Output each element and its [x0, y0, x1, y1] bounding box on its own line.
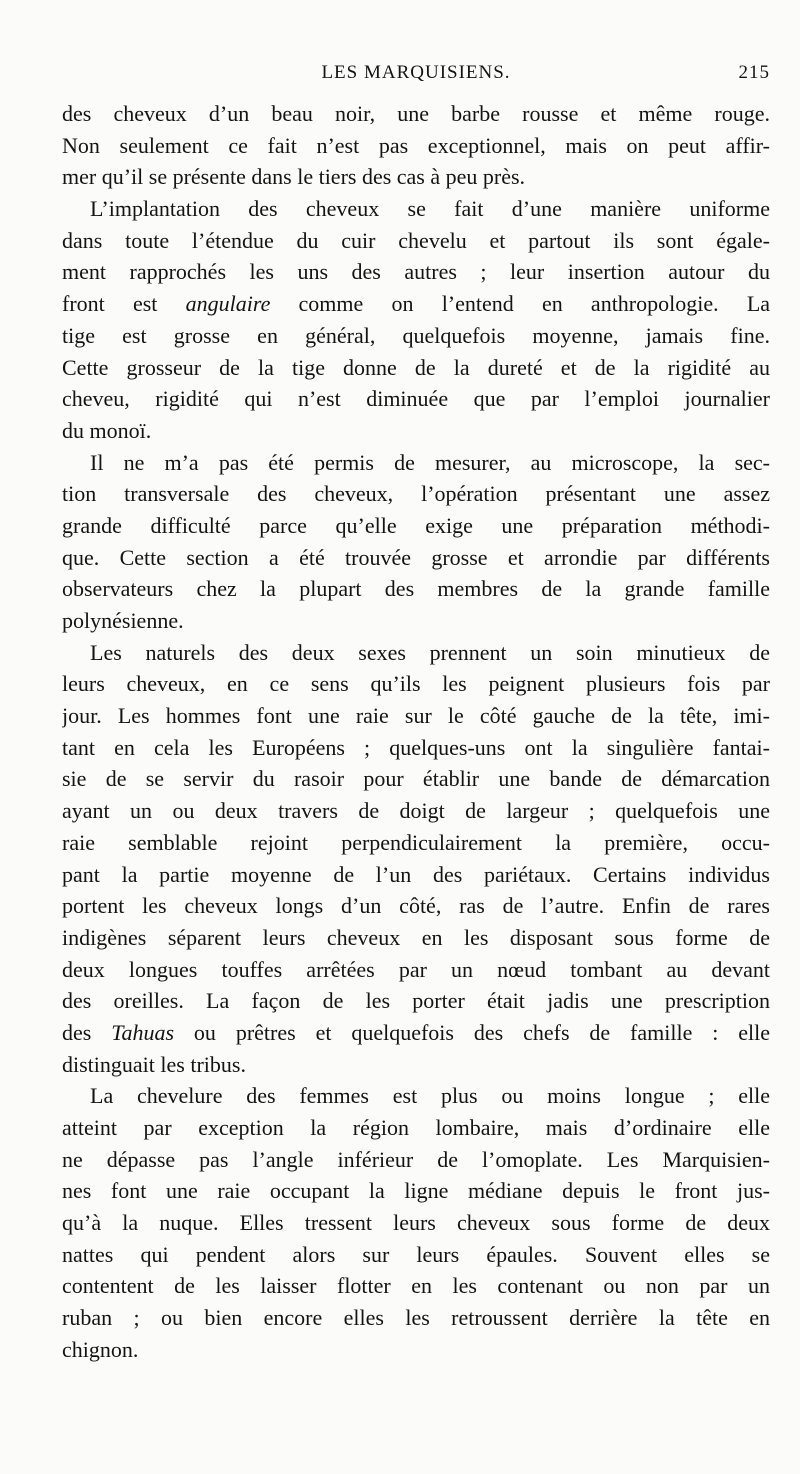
text-line: du monoï. — [62, 417, 152, 443]
text-line: jour. Les hommes font une raie sur le côté gauche de la tête, imi- — [62, 703, 770, 729]
text-line: pant la partie moyenne de l’un des pariétaux. Certains individus — [62, 861, 770, 887]
text-line: leurs cheveux, en ce sens qu’ils les peignent plusieurs fois par — [62, 671, 770, 697]
text-line: dans toute l’étendue du cuir chevelu et partout ils sont égale- — [62, 227, 770, 253]
text-line: portent les cheveux longs d’un côté, ras de l’autre. Enfin de rares — [62, 893, 770, 919]
text-line: tant en cela les Européens ; quelques-uns ont la singulière fantai- — [62, 734, 770, 760]
text-fragment: comme on l’entend en anthropologie. La — [298, 291, 770, 317]
text-line: ne dépasse pas l’angle inférieur de l’omoplate. Les Marquisien- — [62, 1146, 770, 1172]
text-line: nes font une raie occupant la ligne médiane depuis le front jus- — [62, 1178, 770, 1204]
text-line — [62, 288, 770, 320]
text-line: des cheveux d’un beau noir, une barbe rousse et même rouge. — [62, 101, 770, 126]
text-line: deux longues touffes arrêtées par un nœud tombant au devant — [62, 956, 770, 982]
text-line: ayant un ou deux travers de doigt de largeur ; quelquefois une — [62, 798, 770, 824]
italic-term: angulaire — [185, 291, 271, 317]
text-line: mer qu’il se présente dans le tiers des cas à peu près. — [62, 164, 526, 190]
text-line: tige est grosse en général, quelquefois moyenne, jamais fine. — [62, 322, 770, 348]
page-number: 215 — [738, 62, 770, 83]
text-line: des oreilles. La façon de les porter était jadis une prescription — [62, 988, 770, 1014]
text-line: distinguait les tribus. — [62, 1051, 246, 1077]
text-line: La chevelure des femmes est plus ou moins longue ; elle — [90, 1083, 770, 1109]
text-line: contentent de les laisser flotter en les contenant ou non par un — [62, 1273, 770, 1299]
text-line: Les naturels des deux sexes prennent un soin minutieux de — [90, 639, 770, 665]
text-line: ment rapprochés les uns des autres ; leur insertion autour du — [62, 259, 770, 285]
text-line: raie semblable rejoint perpendiculairement la première, occu- — [62, 829, 770, 855]
text-line: Cette grosseur de la tige donne de la dureté et de la rigidité au — [62, 354, 770, 380]
text-line: Il ne m’a pas été permis de mesurer, au microscope, la sec- — [90, 449, 770, 475]
text-line: que. Cette section a été trouvée grosse et arrondie par différents — [62, 544, 770, 570]
text-fragment: ou prêtres et quelquefois des chefs de famille : elle — [193, 1019, 770, 1045]
text-fragment: des — [62, 1019, 92, 1045]
text-line: sie de se servir du rasoir pour établir une bande de démarcation — [62, 766, 770, 792]
text-line: tion transversale des cheveux, l’opération présentant une assez — [62, 481, 770, 507]
text-line: indigènes séparent leurs cheveux en les disposant sous forme de — [62, 924, 770, 950]
text-line: qu’à la nuque. Elles tressent leurs cheveux sous forme de deux — [62, 1210, 770, 1236]
text-line: ruban ; ou bien encore elles les retroussent derrière la tête en — [62, 1305, 770, 1331]
body-text — [62, 98, 770, 1366]
text-line: observateurs chez la plupart des membres de la grande famille — [62, 576, 770, 602]
text-line: L’implantation des cheveux se fait d’une manière uniforme — [90, 196, 770, 222]
text-line: polynésienne. — [62, 608, 184, 633]
text-line: grande difficulté parce qu’elle exige une préparation méthodi- — [62, 512, 770, 538]
text-line: Non seulement ce fait n’est pas exceptionnel, mais on peut affir- — [62, 132, 770, 158]
running-head — [62, 62, 770, 92]
italic-term: Tahuas — [111, 1019, 175, 1045]
text-line: nattes qui pendent alors sur leurs épaules. Souvent elles se — [62, 1241, 770, 1267]
running-title: LES MARQUISIENS. — [321, 62, 511, 83]
text-line: atteint par exception la région lombaire, mais d’ordinaire elle — [62, 1115, 770, 1140]
text-line: chignon. — [62, 1336, 139, 1362]
text-line: cheveu, rigidité qui n’est diminuée que par l’emploi journalier — [62, 386, 770, 412]
text-line — [62, 1017, 770, 1049]
text-fragment: front est — [62, 291, 158, 317]
